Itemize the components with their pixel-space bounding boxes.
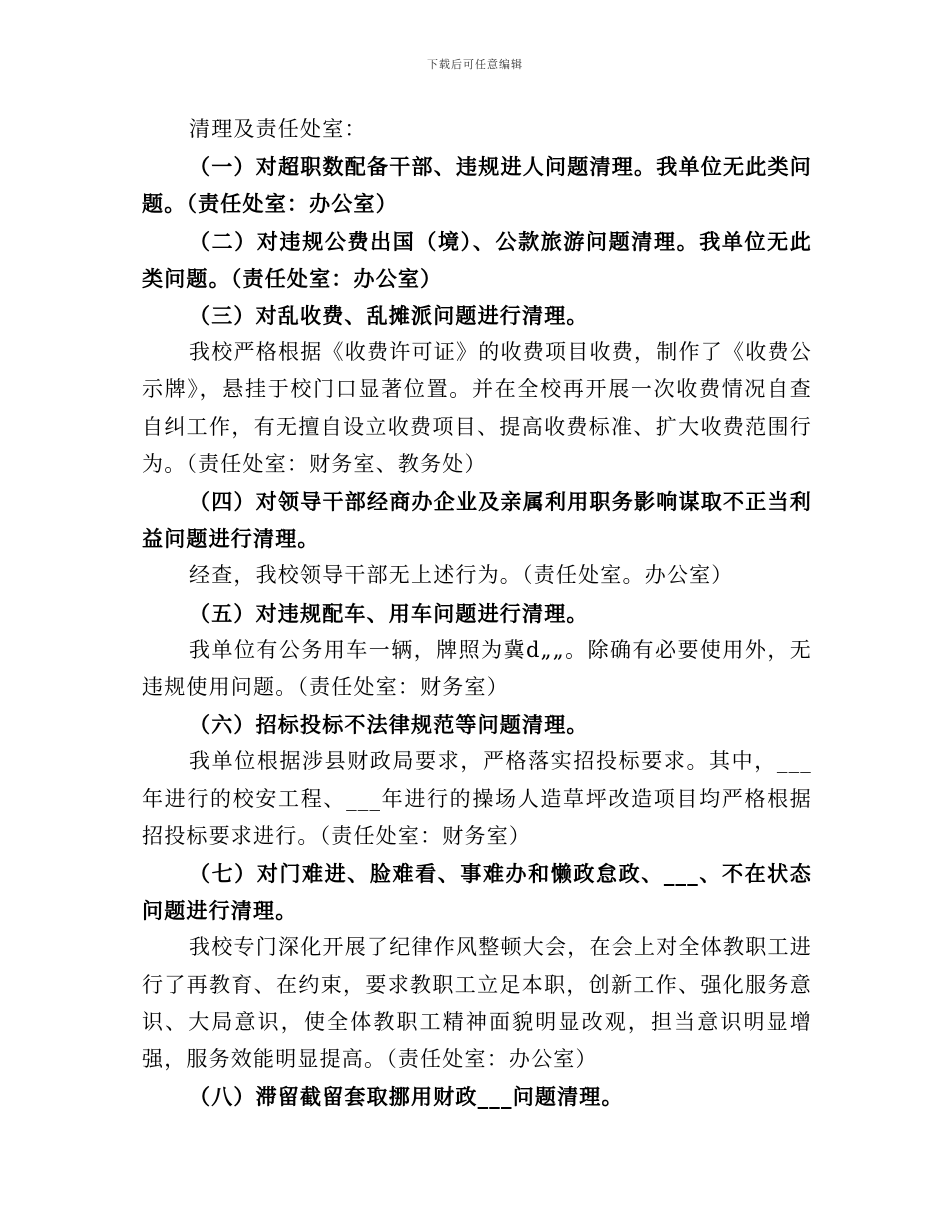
section-heading-4: （四）对领导干部经商办企业及亲属利用职务影响谋取不正当利益问题进行清理。 [142,489,812,552]
section-heading-2: （二）对违规公费出国（境）、公款旅游问题清理。我单位无此类问题。（责任处室：办公室） [142,228,812,291]
paragraph-body-7: 我校专门深化开展了纪律作风整顿大会，在会上对全体教职工进行了再教育、在约束，要求教职工立足本职，创新工作、强化服务意识、大局意识，使全体教职工精神面貌明显改观，担当意识明显增强，服务效能明显提高。（责任处室：办公室） [142,935,812,1072]
document-body [142,111,812,1115]
section-heading-8: （八）滞留截留套取挪用财政___问题清理。 [189,1084,624,1110]
paragraph-intro: 清理及责任处室： [189,117,367,141]
paragraph-body-6: 我单位根据涉县财政局要求，严格落实招投标要求。其中，___年进行的校安工程、___年进行的操场人造草坪改造项目均严格根据招投标要求进行。（责任处室：财务室） [142,749,812,848]
section-heading-3: （三）对乱收费、乱摊派问题进行清理。 [189,303,589,329]
paragraph-body-5: 我单位有公务用车一辆，牌照为冀d„„。除确有必要使用外，无违规使用问题。（责任处室：财务室） [142,637,812,700]
section-heading-5: （五）对违规配车、用车问题进行清理。 [189,600,589,626]
section-heading-1: （一）对超职数配备干部、违规进人问题清理。我单位无此类问题。（责任处室：办公室） [142,154,812,217]
section-heading-6: （六）招标投标不法律规范等问题清理。 [189,712,589,738]
paragraph-body-3: 我校严格根据《收费许可证》的收费项目收费，制作了《收费公示牌》，悬挂于校门口显著位置。并在全校再开展一次收费情况自查自纠工作，有无擅自设立收费项目、提高收费标准、扩大收费范围行为。（责任处室：财务室、教务处） [142,340,812,476]
paragraph-body-4: 经查，我校领导干部无上述行为。（责任处室。办公室） [189,563,734,588]
section-heading-7: （七）对门难进、脸难看、事难办和懒政怠政、___、不在状态问题进行清理。 [142,861,812,924]
page-header: 下载后可任意编辑 [427,58,523,71]
